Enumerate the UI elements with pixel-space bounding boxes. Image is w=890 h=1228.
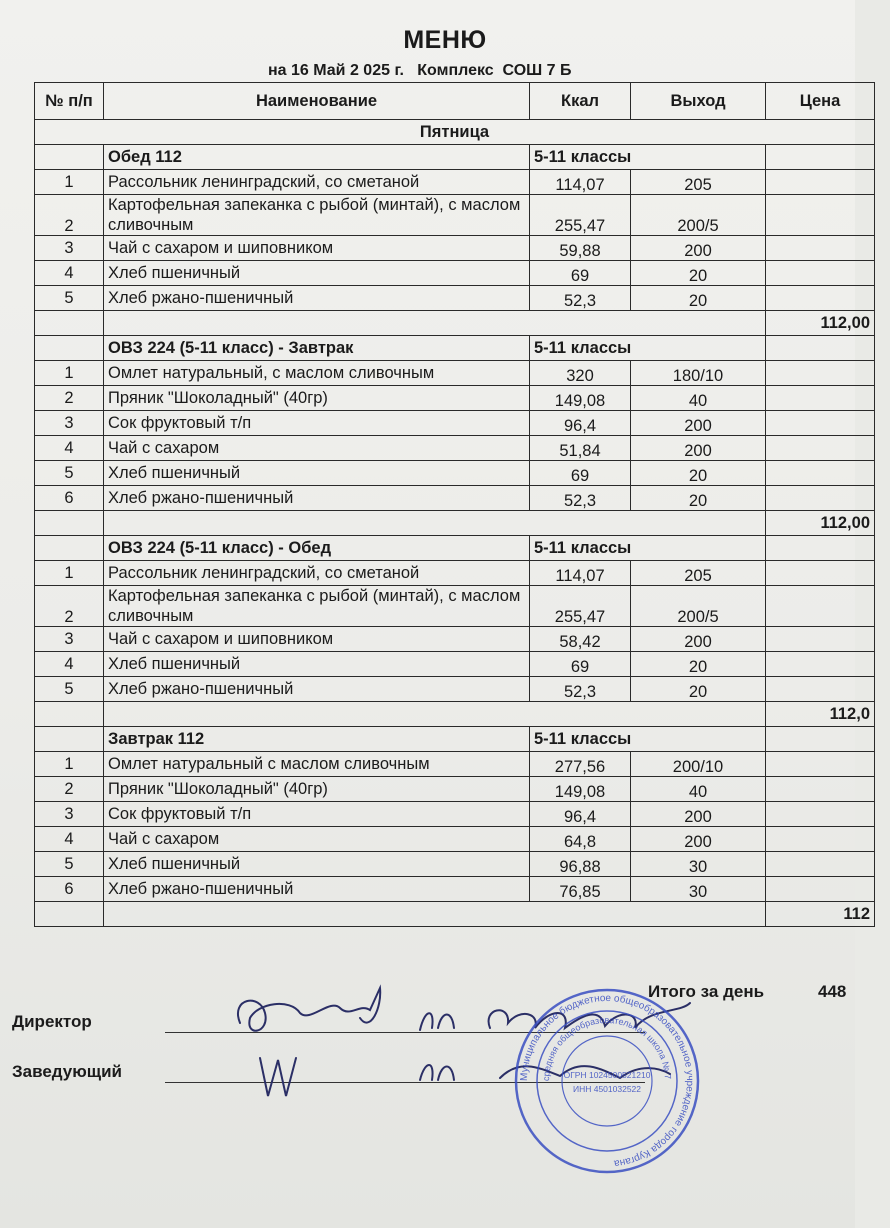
menu-table — [34, 82, 875, 927]
empty-cell — [766, 336, 875, 361]
empty-cell — [104, 311, 766, 336]
table-row — [35, 236, 875, 261]
section-grade: 5-11 классы — [530, 336, 766, 361]
item-price — [766, 802, 875, 827]
table-row — [35, 170, 875, 195]
table-row — [35, 361, 875, 386]
item-name: Пряник "Шоколадный" (40гр) — [104, 386, 530, 411]
empty-cell — [35, 702, 104, 727]
item-price — [766, 852, 875, 877]
item-yield: 205 — [631, 561, 766, 586]
item-number: 5 — [35, 461, 104, 486]
director-label: Директор — [12, 1012, 92, 1031]
item-yield: 200 — [631, 436, 766, 461]
item-kcal: 58,42 — [530, 627, 631, 652]
item-yield: 180/10 — [631, 361, 766, 386]
item-name: Чай с сахаром — [104, 827, 530, 852]
item-yield: 40 — [631, 777, 766, 802]
section-total-row — [35, 511, 875, 536]
section-total-price: 112,0 — [766, 702, 875, 727]
item-name: Хлеб пшеничный — [104, 852, 530, 877]
item-yield: 200/5 — [631, 195, 766, 236]
item-number: 4 — [35, 652, 104, 677]
item-price — [766, 627, 875, 652]
item-yield: 20 — [631, 461, 766, 486]
table-row — [35, 286, 875, 311]
item-price — [766, 286, 875, 311]
item-number: 3 — [35, 411, 104, 436]
item-price — [766, 586, 875, 627]
empty-cell — [35, 902, 104, 927]
table-row — [35, 877, 875, 902]
column-header-yield: Выход — [631, 83, 766, 120]
page-title: МЕНЮ — [403, 26, 487, 54]
item-kcal: 255,47 — [530, 195, 631, 236]
stamp-ogrn: ОГРН 1024500521210 — [563, 1070, 651, 1080]
item-name: Картофельная запеканка с рыбой (минтай), с маслом сливочным — [104, 195, 530, 236]
section-total-price: 112,00 — [766, 311, 875, 336]
item-number: 4 — [35, 436, 104, 461]
table-row — [35, 777, 875, 802]
empty-cell — [35, 727, 104, 752]
column-header-kcal: Ккал — [530, 83, 631, 120]
item-yield: 200/10 — [631, 752, 766, 777]
item-yield: 30 — [631, 852, 766, 877]
item-kcal: 69 — [530, 652, 631, 677]
item-kcal: 59,88 — [530, 236, 631, 261]
item-kcal: 76,85 — [530, 877, 631, 902]
table-row — [35, 195, 875, 236]
item-number: 2 — [35, 586, 104, 627]
item-kcal: 255,47 — [530, 586, 631, 627]
item-name: Хлеб пшеничный — [104, 461, 530, 486]
item-price — [766, 386, 875, 411]
empty-cell — [35, 536, 104, 561]
item-yield: 20 — [631, 652, 766, 677]
empty-cell — [766, 145, 875, 170]
item-name: Пряник "Шоколадный" (40гр) — [104, 777, 530, 802]
item-name: Чай с сахаром и шиповником — [104, 236, 530, 261]
stamp-inner-text: средняя общеобразовательная школа № 7 — [540, 1014, 674, 1082]
grand-total-value: 448 — [818, 982, 847, 1001]
item-kcal: 149,08 — [530, 386, 631, 411]
item-yield: 200 — [631, 802, 766, 827]
item-price — [766, 436, 875, 461]
column-header-number: № п/п — [35, 83, 104, 120]
table-row — [35, 752, 875, 777]
item-yield: 200/5 — [631, 586, 766, 627]
item-name: Хлеб пшеничный — [104, 652, 530, 677]
item-price — [766, 195, 875, 236]
item-price — [766, 752, 875, 777]
table-row — [35, 436, 875, 461]
item-kcal: 320 — [530, 361, 631, 386]
section-total-row — [35, 702, 875, 727]
item-yield: 30 — [631, 877, 766, 902]
item-yield: 200 — [631, 627, 766, 652]
item-price — [766, 777, 875, 802]
section-total-row — [35, 902, 875, 927]
table-row — [35, 486, 875, 511]
item-number: 4 — [35, 827, 104, 852]
item-name: Хлеб ржано-пшеничный — [104, 877, 530, 902]
item-number: 1 — [35, 561, 104, 586]
item-name: Омлет натуральный с маслом сливочным — [104, 752, 530, 777]
item-name: Картофельная запеканка с рыбой (минтай), с маслом сливочным — [104, 586, 530, 627]
item-kcal: 96,88 — [530, 852, 631, 877]
empty-cell — [104, 702, 766, 727]
item-name: Чай с сахаром — [104, 436, 530, 461]
item-kcal: 114,07 — [530, 170, 631, 195]
item-yield: 205 — [631, 170, 766, 195]
menu-body — [35, 120, 875, 927]
section-grade: 5-11 классы — [530, 727, 766, 752]
table-row — [35, 411, 875, 436]
item-price — [766, 361, 875, 386]
section-title: Обед 112 — [104, 145, 530, 170]
item-kcal: 69 — [530, 261, 631, 286]
item-number: 6 — [35, 486, 104, 511]
item-yield: 200 — [631, 236, 766, 261]
page-subtitle: на 16 Май 2 025 г. Комплекс СОШ 7 Б — [268, 62, 572, 79]
item-number: 6 — [35, 877, 104, 902]
manager-label: Заведующий — [12, 1062, 123, 1081]
item-number: 3 — [35, 236, 104, 261]
item-kcal: 52,3 — [530, 486, 631, 511]
item-kcal: 52,3 — [530, 286, 631, 311]
section-grade: 5-11 классы — [530, 145, 766, 170]
day-row — [35, 120, 875, 145]
item-kcal: 51,84 — [530, 436, 631, 461]
item-number: 5 — [35, 286, 104, 311]
table-row — [35, 827, 875, 852]
table-row — [35, 652, 875, 677]
empty-cell — [35, 336, 104, 361]
item-name: Хлеб ржано-пшеничный — [104, 286, 530, 311]
item-name: Омлет натуральный, с маслом сливочным — [104, 361, 530, 386]
item-number: 1 — [35, 752, 104, 777]
empty-cell — [35, 145, 104, 170]
item-name: Рассольник ленинградский, со сметаной — [104, 561, 530, 586]
section-grade: 5-11 классы — [530, 536, 766, 561]
item-yield: 20 — [631, 286, 766, 311]
table-row — [35, 852, 875, 877]
empty-cell — [104, 511, 766, 536]
item-kcal: 149,08 — [530, 777, 631, 802]
item-price — [766, 877, 875, 902]
section-header-row — [35, 336, 875, 361]
section-title: Завтрак 112 — [104, 727, 530, 752]
item-number: 1 — [35, 361, 104, 386]
table-row — [35, 261, 875, 286]
item-price — [766, 486, 875, 511]
item-yield: 200 — [631, 827, 766, 852]
item-yield: 20 — [631, 677, 766, 702]
item-price — [766, 261, 875, 286]
item-name: Хлеб ржано-пшеничный — [104, 486, 530, 511]
item-name: Сок фруктовый т/п — [104, 411, 530, 436]
item-name: Хлеб ржано-пшеничный — [104, 677, 530, 702]
item-price — [766, 561, 875, 586]
item-name: Рассольник ленинградский, со сметаной — [104, 170, 530, 195]
item-price — [766, 827, 875, 852]
item-yield: 40 — [631, 386, 766, 411]
table-row — [35, 561, 875, 586]
item-number: 4 — [35, 261, 104, 286]
empty-cell — [35, 311, 104, 336]
day-label: Пятница — [35, 120, 875, 145]
table-row — [35, 586, 875, 627]
table-row — [35, 677, 875, 702]
item-number: 1 — [35, 170, 104, 195]
item-number: 5 — [35, 677, 104, 702]
section-header-row — [35, 145, 875, 170]
item-kcal: 96,4 — [530, 411, 631, 436]
item-kcal: 96,4 — [530, 802, 631, 827]
table-row — [35, 627, 875, 652]
item-yield: 200 — [631, 411, 766, 436]
empty-cell — [766, 727, 875, 752]
item-price — [766, 236, 875, 261]
item-name: Сок фруктовый т/п — [104, 802, 530, 827]
school-stamp — [512, 986, 702, 1176]
table-row — [35, 461, 875, 486]
empty-cell — [766, 536, 875, 561]
header-row — [35, 83, 875, 120]
stamp-inn: ИНН 4501032522 — [572, 1084, 642, 1094]
column-header-price: Цена — [766, 83, 875, 120]
item-number: 2 — [35, 777, 104, 802]
item-price — [766, 170, 875, 195]
column-header-name: Наименование — [104, 83, 530, 120]
item-name: Хлеб пшеничный — [104, 261, 530, 286]
empty-cell — [35, 511, 104, 536]
item-yield: 20 — [631, 261, 766, 286]
item-number: 3 — [35, 627, 104, 652]
section-total-price: 112,00 — [766, 511, 875, 536]
item-number: 3 — [35, 802, 104, 827]
empty-cell — [104, 902, 766, 927]
item-yield: 20 — [631, 486, 766, 511]
section-total-row — [35, 311, 875, 336]
stamp-outer-text: Муниципальное бюджетное общеобразовательное учреждение города Кургана — [518, 992, 696, 1169]
item-price — [766, 677, 875, 702]
grand-total-label: Итого за день — [648, 982, 765, 1001]
section-title: ОВЗ 224 (5-11 класс) - Завтрак — [104, 336, 530, 361]
section-header-row — [35, 727, 875, 752]
section-header-row — [35, 536, 875, 561]
item-number: 2 — [35, 386, 104, 411]
item-price — [766, 411, 875, 436]
item-kcal: 114,07 — [530, 561, 631, 586]
table-row — [35, 802, 875, 827]
item-number: 5 — [35, 852, 104, 877]
section-total-price: 112 — [766, 902, 875, 927]
item-kcal: 277,56 — [530, 752, 631, 777]
item-price — [766, 461, 875, 486]
item-number: 2 — [35, 195, 104, 236]
section-title: ОВЗ 224 (5-11 класс) - Обед — [104, 536, 530, 561]
item-kcal: 69 — [530, 461, 631, 486]
item-kcal: 64,8 — [530, 827, 631, 852]
table-row — [35, 386, 875, 411]
item-kcal: 52,3 — [530, 677, 631, 702]
item-name: Чай с сахаром и шиповником — [104, 627, 530, 652]
item-price — [766, 652, 875, 677]
